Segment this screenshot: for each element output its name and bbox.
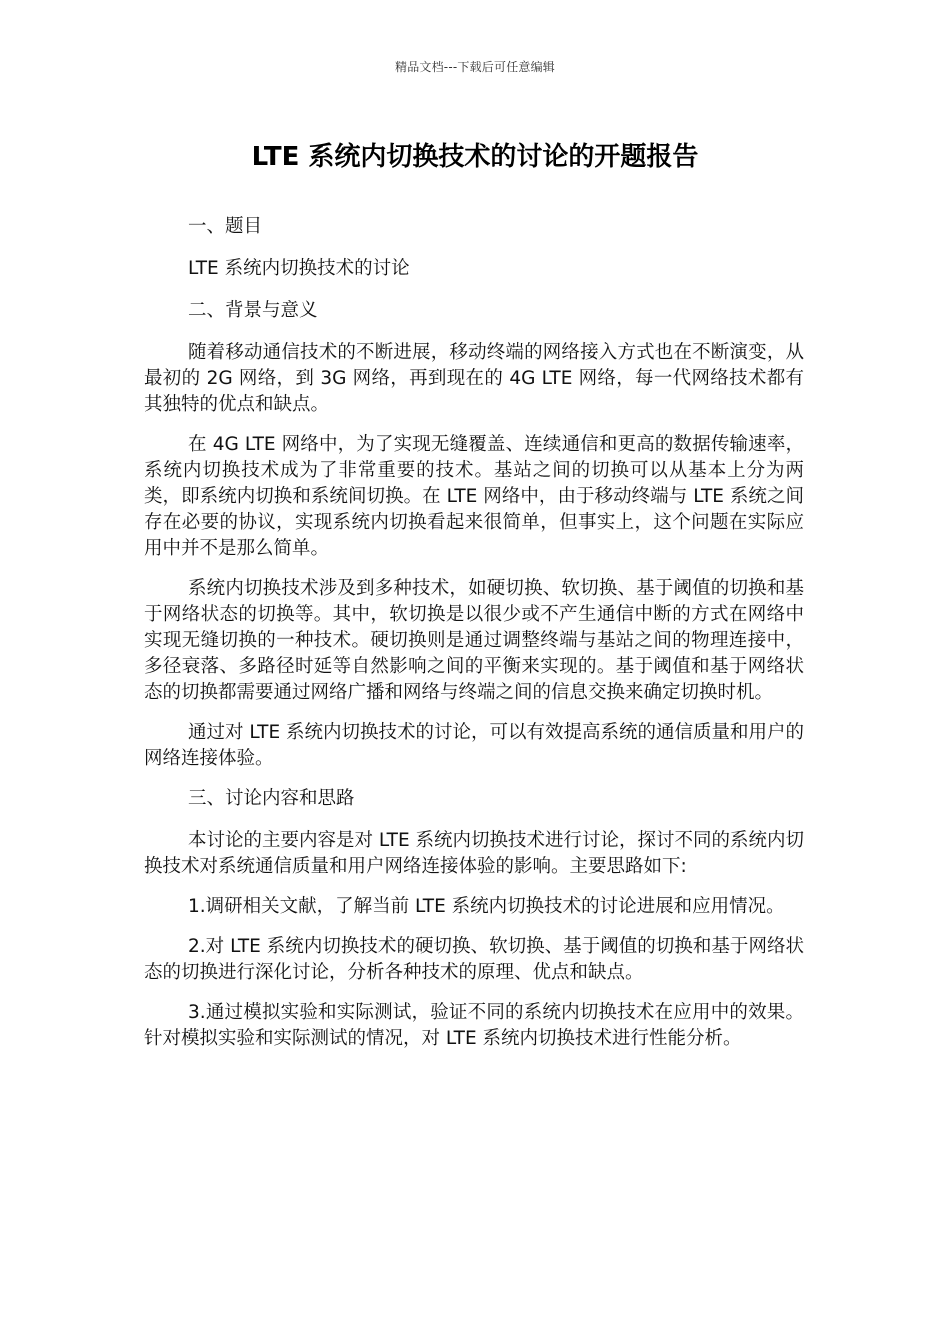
paragraph: 随着移动通信技术的不断进展，移动终端的网络接入方式也在不断演变，从最初的 2G 网络，到 3G 网络，再到现在的 4G LTE 网络，每一代网络技术都有其独特的优点和缺点。	[144, 342, 804, 415]
paragraph: 通过对 LTE 系统内切换技术的讨论，可以有效提高系统的通信质量和用户的网络连接体验。	[144, 722, 805, 769]
list-item: 2.对 LTE 系统内切换技术的硬切换、软切换、基于阈值的切换和基于网络状态的切换进行深化讨论，分析各种技术的原理、优点和缺点。	[144, 936, 804, 983]
paragraph: 在 4G LTE 网络中，为了实现无缝覆盖、连续通信和更高的数据传输速率，系统内切换技术成为了非常重要的技术。基站之间的切换可以从基本上分为两类，即系统内切换和系统间切换。在 LTE 网络中，由于移动终端与 LTE 系统之间存在必要的协议，实现系统内切换看起来很简单，但事实上，这个问题在实际应用中并不是那么简单。	[144, 434, 804, 559]
topic-text: LTE 系统内切换技术的讨论	[188, 258, 410, 279]
list-item: 1.调研相关文献，了解当前 LTE 系统内切换技术的讨论进展和应用情况。	[188, 896, 785, 917]
header-note: 精品文档---下载后可任意编辑	[395, 60, 555, 74]
paragraph: 系统内切换技术涉及到多种技术，如硬切换、软切换、基于阈值的切换和基于网络状态的切换等。其中，软切换是以很少或不产生通信中断的方式在网络中实现无缝切换的一种技术。硬切换则是通过调整终端与基站之间的物理连接中，多径衰落、多路径时延等自然影响之间的平衡来实现的。基于阈值和基于网络状态的切换都需要通过网络广播和网络与终端之间的信息交换来确定切换时机。	[144, 578, 804, 703]
section-heading-content: 三、讨论内容和思路	[188, 788, 355, 809]
paragraph: 本讨论的主要内容是对 LTE 系统内切换技术进行讨论，探讨不同的系统内切换技术对系统通信质量和用户网络连接体验的影响。主要思路如下:	[144, 830, 805, 877]
list-item: 3.通过模拟实验和实际测试，验证不同的系统内切换技术在应用中的效果。针对模拟实验和实际测试的情况，对 LTE 系统内切换技术进行性能分析。	[144, 1002, 804, 1049]
document-title: LTE 系统内切换技术的讨论的开题报告	[251, 142, 699, 172]
section-heading-topic: 一、题目	[188, 216, 263, 237]
document-body	[144, 214, 804, 1066]
section-heading-background: 二、背景与意义	[188, 300, 318, 321]
